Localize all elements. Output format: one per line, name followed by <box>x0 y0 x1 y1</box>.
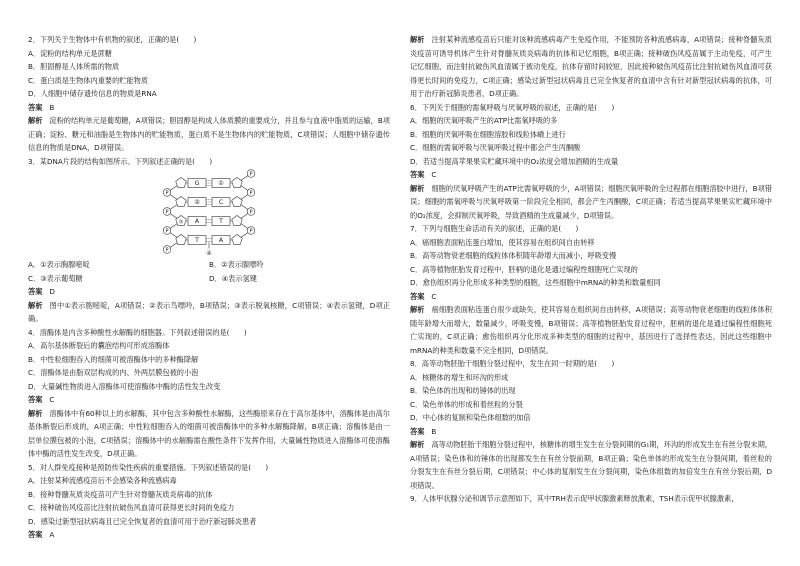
answer-label: 答案 <box>410 170 425 179</box>
option-a: A．细胞的厌氧呼吸产生的ATP比需氧呼吸的多 <box>410 116 558 125</box>
option-a: A．①表示胸腺嘧啶 <box>28 260 90 269</box>
question-stem: 2．下列关于生物体中有机物的叙述，正确的是( ) <box>28 35 197 44</box>
deoxyribose-sugar <box>232 235 242 245</box>
option-a: A．淀粉的结构单元是蔗糖 <box>28 48 112 58</box>
analysis-paragraph: 解析 图中①表示胞嘧啶，A项错误；②表示鸟嘌呤，B项错误；③表示脱氧核糖，C项错误；④表示氢键，D项正确。 <box>28 300 390 323</box>
figure-marker: ③ <box>178 219 184 226</box>
phosphate-label: P <box>249 228 253 235</box>
option-b: B．中性粒细胞吞入的细菌可被溶酶体中的多种酶降解 <box>28 354 199 364</box>
question-stem: 3．某DNA片段的结构如图所示。下列叙述正确的是( ) <box>28 156 213 166</box>
question-stem: 9．人体甲状腺分泌和调节示意图如下，其中TRH表示促甲状腺激素释放激素，TSH表示促甲状腺激素， <box>410 494 739 503</box>
option-a: A．高尔基体断裂后的囊泡结构可形成溶酶体 <box>28 341 170 350</box>
base-label: A <box>218 237 224 245</box>
analysis-label: 解析 <box>410 440 425 449</box>
phosphate-label: P <box>165 190 169 197</box>
question-4 <box>28 326 390 461</box>
answer-line <box>410 290 772 304</box>
options-grid <box>28 258 390 285</box>
answer-line <box>410 168 772 182</box>
left-column <box>28 33 390 539</box>
right-column <box>410 33 772 539</box>
analysis-label: 解析 <box>28 116 43 125</box>
answer-line <box>28 101 390 115</box>
question-stem: 7．下列与细胞生命活动有关的叙述，正确的是( ) <box>410 224 579 233</box>
phosphate-label: P <box>249 171 253 178</box>
option-a: A．癌细胞表面粘连蛋白增加，使其容易在组织间自由转移 <box>410 237 595 247</box>
answer-label: 答案 <box>28 530 43 539</box>
option-c: C．高等植物胚胎发育过程中，胚柄的退化是通过编程性细胞死亡实现的 <box>410 264 638 274</box>
option-d: D．愈伤组织再分化形成多种类型的细胞，这些细胞中mRNA的种类和数量相同 <box>410 278 661 287</box>
question-3 <box>28 155 390 326</box>
option-d: D．④表示氢键 <box>209 273 257 283</box>
option-b: B．胆固醇是人体所需的物质 <box>28 62 120 71</box>
phosphate-label: P <box>165 209 169 216</box>
base-label: G <box>194 180 200 188</box>
option-c: C．细胞的需氧呼吸与厌氧呼吸过程中都会产生丙酮酸 <box>410 143 581 152</box>
figure-marker: ④ <box>206 250 212 257</box>
option-b: B．高等动物衰老细胞的线粒体体积随年龄增大而减小，呼吸变慢 <box>410 251 617 260</box>
analysis-paragraph: 解析 癌细胞表面粘连蛋白很少或缺失，使其容易在组织间自由转移，A项错误；高等动物衰老细胞的线粒体体积随年龄增大而增大，数量减少，呼吸变慢，B项错误；高等植物胚胎发育过程中，胚柄的退化是通过编程性细胞死亡实现的，C项正确；愈伤组织再分化形成多种类型的细胞的过程中，基因进行了选择性表达，因此这些细胞中mRNA的种类和数量不完全相同，D项错误。 <box>410 305 772 355</box>
option-b: B．细胞的厌氧呼吸在细胞溶胶和线粒体嵴上进行 <box>410 129 566 139</box>
analysis-label: 解析 <box>410 183 425 193</box>
option-c: C．③表示葡萄糖 <box>28 273 83 283</box>
base-label: T <box>195 237 199 245</box>
answer-value: D <box>49 287 55 296</box>
answer-value: B <box>431 426 437 436</box>
option-c: C．染色单体的形成和着丝粒的分裂 <box>410 399 523 409</box>
question-9 <box>410 492 772 506</box>
base-label: C <box>218 199 224 207</box>
question-stem: 5．对人群免疫接种是预防传染性疾病的重要措施。下列叙述错误的是( ) <box>28 462 269 472</box>
analysis-paragraph: 解析 溶酶体中有60种以上的水解酶，其中包含多种酸性水解酶，这些酶原来存在于高尔基体中，溶酶体是由高尔基体断裂后形成的，A项正确；中性粒细胞吞入的细菌可被溶酶体中的多种水解酶降解，B项正确；溶酶体是由一层单位膜包被的小泡，C项错误；溶酶体中的水解酶需在酸性条件下发挥作用，大量碱性物质进入溶酶体可使溶酶体中酶的活性发生改变，D项正确。 <box>28 408 390 458</box>
analysis-paragraph: 解析 高等动物胚胎干细胞分裂过程中，核糖体的增生发生在分裂间期的G₁期，环沟的形成发生在有丝分裂末期，A项错误；染色体和纺锤体的出现都发生在有丝分裂前期，B项正确；染色单体的形成发生在分裂间期，着丝粒的分裂发生在有丝分裂后期，C项错误；中心体的复制发生在分裂间期，染色体组数的加倍发生在有丝分裂后期，D项错误。 <box>410 440 772 490</box>
answer-label: 答案 <box>410 426 425 436</box>
question-stem: 4．溶酶体是内含多种酸性水解酶的细胞器。下列叙述错误的是( ) <box>28 327 247 337</box>
option-c: C．蛋白质是生物体内重要的贮能物质 <box>28 75 149 85</box>
deoxyribose-sugar <box>176 178 186 188</box>
hydrogen-bond <box>206 181 212 242</box>
option-a: A．注射某种流感疫苗后不会感染各种流感病毒 <box>28 476 177 485</box>
phosphate-label: P <box>249 190 253 197</box>
answer-label: 答案 <box>28 287 43 296</box>
answer-label: 答案 <box>28 395 43 404</box>
answer-value: C <box>431 291 437 301</box>
option-b: B．②表示腺嘌呤 <box>209 260 264 269</box>
question-2 <box>28 33 390 155</box>
option-b: B．接种脊髓灰质炎疫苗可产生针对脊髓灰质炎病毒的抗体 <box>28 489 213 499</box>
question-5 <box>28 461 390 540</box>
answer-value: C <box>49 395 55 404</box>
option-d: D．人细胞中储存遗传信息的物质是RNA <box>28 89 157 98</box>
answer-line <box>28 285 390 299</box>
base-label: A <box>194 218 200 226</box>
deoxyribose-sugar <box>232 197 242 207</box>
answer-value: A <box>49 530 55 539</box>
analysis-label: 解析 <box>410 305 425 314</box>
option-a: A．核糖体的增生和环沟的形成 <box>410 372 509 382</box>
option-d: D．大量碱性物质进入溶酶体可使溶酶体中酶的活性发生改变 <box>28 381 221 391</box>
phosphate-label: P <box>165 247 169 254</box>
option-d: D．感染过新型冠状病毒且已完全恢复者的血清可用于治疗新冠肺炎患者 <box>28 516 257 526</box>
deoxyribose-sugar <box>232 216 242 226</box>
option-c: C．溶酶体是由脂双层构成的内、外两层膜包被的小泡 <box>28 368 199 377</box>
answer-line <box>28 528 390 539</box>
answer-value: B <box>49 102 55 112</box>
option-d: D．若适当提高苹果果实贮藏环境中的O₂浓度会增加酒精的生成量 <box>410 156 619 166</box>
figure-marker: ② <box>194 199 200 207</box>
analysis-label: 解析 <box>28 408 43 418</box>
option-d: D．中心体的复制和染色体组数的加倍 <box>410 413 531 422</box>
option-c: C．接种破伤风疫苗比注射抗破伤风血清可获得更长时间的免疫力 <box>28 503 235 512</box>
deoxyribose-sugar <box>176 235 186 245</box>
analysis-paragraph: 解析 细胞的厌氧呼吸产生的ATP比需氧呼吸的少，A项错误；细胞厌氧呼吸的全过程都在细胞溶胶中进行，B项错误；细胞的需氧呼吸与厌氧呼吸第一阶段完全相同，都会产生丙酮酸，C项正确；若适当提高苹果果实贮藏环境中的O₂浓度，会抑制厌氧呼吸，导致酒精的生成量减少，D项错误。 <box>410 183 772 220</box>
analysis-label: 解析 <box>410 35 425 44</box>
question-stem: 8．高等动物胚胎干细胞分裂过程中，发生在同一时期的是( ) <box>410 359 615 368</box>
phosphate-label: P <box>165 228 169 235</box>
answer-label: 答案 <box>28 102 43 112</box>
dna-figure-container <box>28 168 390 258</box>
question-stem: 6．下列关于细胞的需氧呼吸与厌氧呼吸的叙述，正确的是( ) <box>410 102 615 112</box>
analysis-label: 解析 <box>28 300 43 310</box>
figure-marker: ① <box>218 180 224 188</box>
deoxyribose-sugar <box>176 197 186 207</box>
analysis-paragraph: 解析 淀粉的结构单元是葡萄糖，A项错误；胆固醇是构成人体质膜的重要成分，并且参与血液中脂质的运输，B项正确；淀粉、糖元和油脂是生物体内的贮能物质，蛋白质不是生物体内的贮能物质，C项错误；人细胞中储存遗传信息的物质是DNA，D项错误。 <box>28 116 390 152</box>
question-7 <box>410 222 772 357</box>
dna-structure-figure <box>159 169 259 257</box>
answer-label: 答案 <box>410 291 425 301</box>
analysis-paragraph: 解析 注射某种流感疫苗后只能对该种流感病毒产生免疫作用，不能预防各种流感病毒，A项错误；接种脊髓灰质炎疫苗可诱导机体产生针对脊髓灰质炎病毒的抗体和记忆细胞，B项正确；接种破伤风疫苗属于主动免疫，可产生记忆细胞，而注射抗破伤风血清属于被动免疫，抗体存留时间较短，因此接种破伤风疫苗比注射抗破伤风血清可获得更长时间的免疫力，C项正确；感染过新型冠状病毒且已完全恢复者的血清中含有针对新型冠状病毒的抗体，可用于治疗新冠肺炎患者，D项正确。 <box>410 35 772 98</box>
answer-line <box>410 425 772 439</box>
sugar-base-links <box>186 183 232 240</box>
deoxyribose-sugar <box>232 178 242 188</box>
answer-line <box>28 393 390 407</box>
option-b: B．染色体的出现和纺锤体的出现 <box>410 386 516 395</box>
phosphate-label: P <box>249 209 253 216</box>
question-6 <box>410 101 772 223</box>
question-8 <box>410 357 772 492</box>
answer-value: C <box>431 170 437 179</box>
base-label: T <box>219 218 223 226</box>
